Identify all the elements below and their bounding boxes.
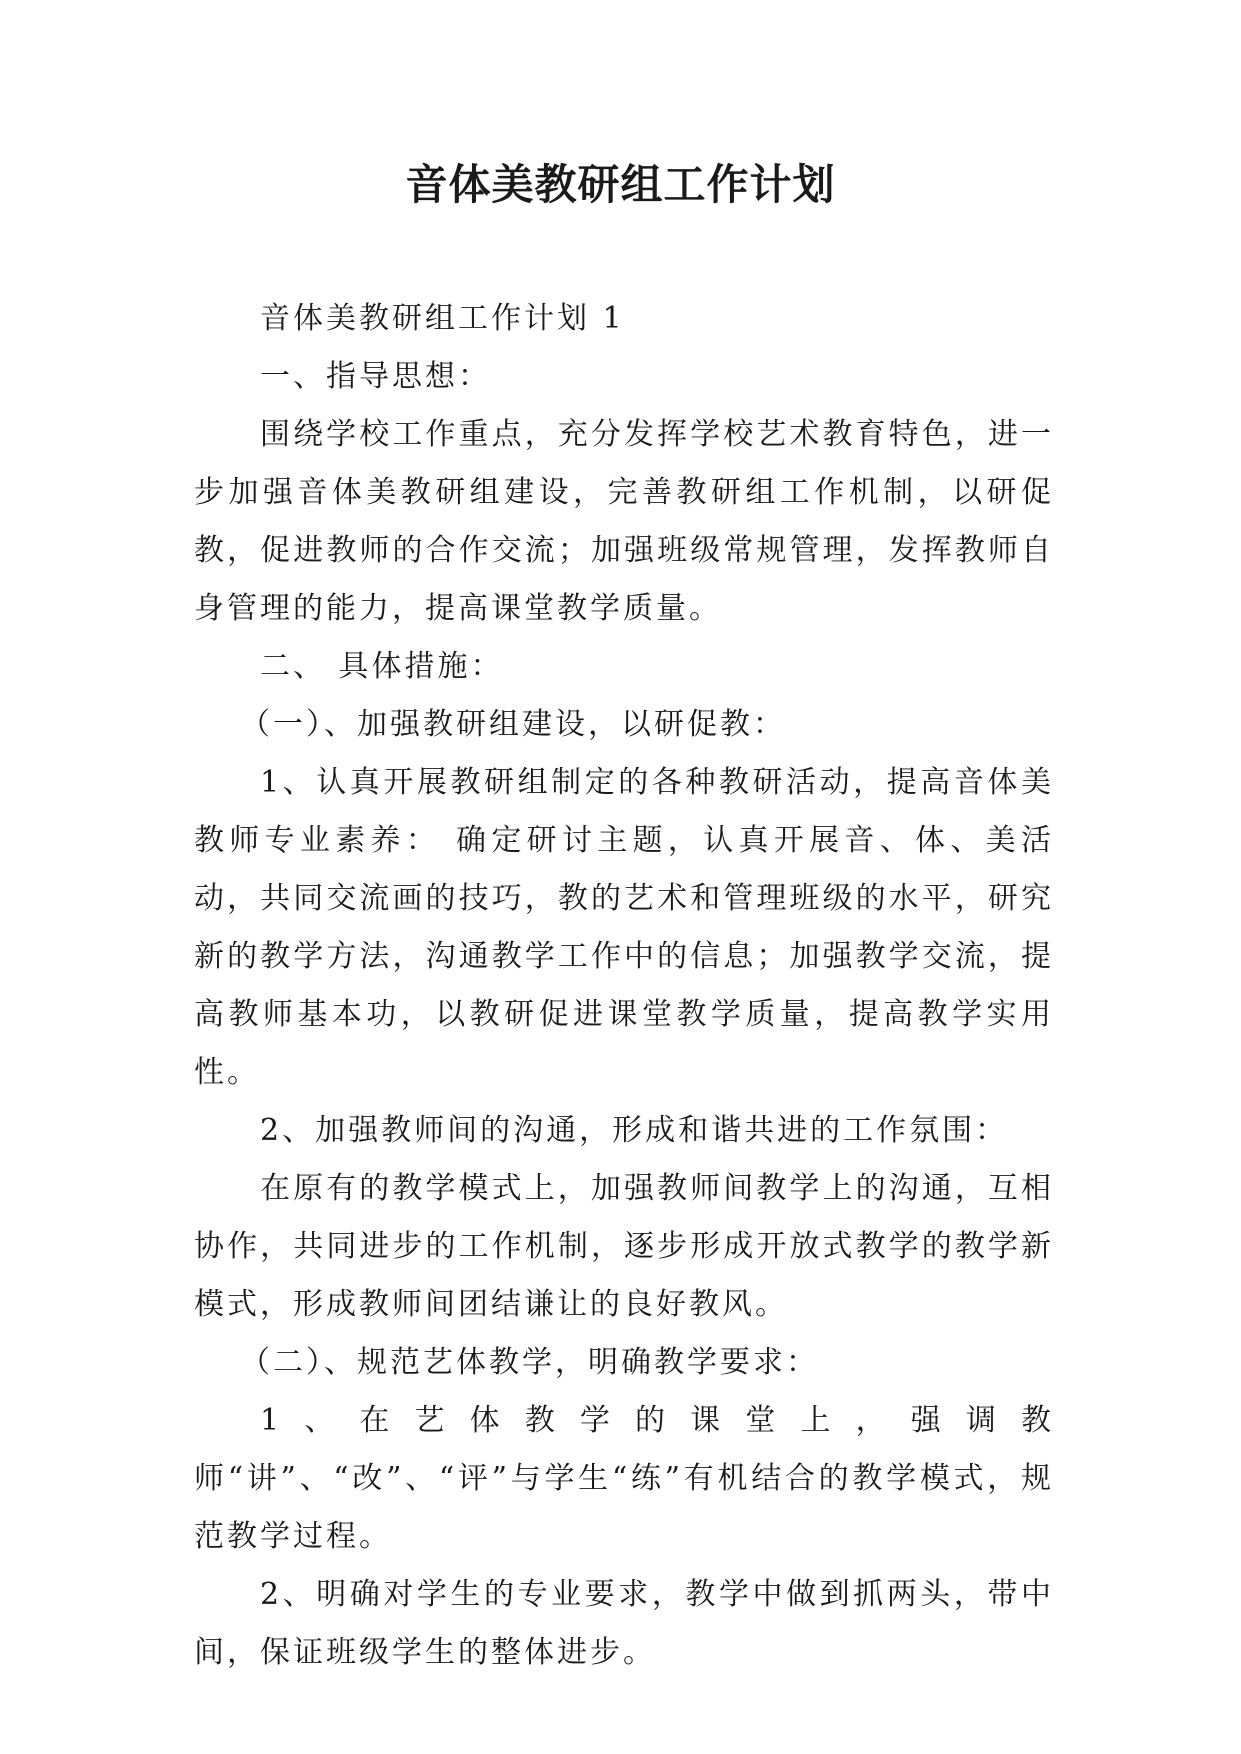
section-heading: 音体美教研组工作计划 1 [260, 301, 625, 336]
paragraph: 在原有的教学模式上，加强教师间教学上的沟通，互相协作，共同进步的工作机制，逐步形成开放式教学的教学新模式，形成教师间团结谦让的良好教风。 [194, 1171, 1054, 1322]
section-heading: 一、指导思想： [260, 359, 491, 394]
page-title: 音体美教研组工作计划 [405, 160, 836, 209]
paragraph: 2、明确对学生的专业要求，教学中做到抓两头，带中间，保证班级学生的整体进步。 [194, 1577, 1054, 1670]
paragraph: 1、在艺体教学的课堂上，强调教师“讲”、“改”、“评”与学生“练”有机结合的教学模式，规范教学过程。 [194, 1403, 1054, 1554]
subsection-heading: （一）、加强教研组建设，以研促教： [240, 707, 786, 742]
document-body [194, 290, 1054, 1682]
subsection-heading: 2、加强教师间的沟通，形成和谐共进的工作氛围： [260, 1113, 1009, 1148]
subsection-heading: （二）、规范艺体教学，明确教学要求： [240, 1345, 819, 1380]
paragraph: 1、认真开展教研组制定的各种教研活动，提高音体美教师专业素养： 确定研讨主题，认真开展音、体、美活动，共同交流画的技巧，教的艺术和管理班级的水平，研究新的教学方法，沟通教学工作中的信息；加强教学交流，提高教师基本功，以教研促进课堂教学质量，提高教学实用性。 [194, 765, 1054, 1090]
paragraph: 围绕学校工作重点，充分发挥学校艺术教育特色，进一步加强音体美教研组建设，完善教研组工作机制，以研促教，促进教师的合作交流；加强班级常规管理，发挥教师自身管理的能力，提高课堂教学质量。 [194, 417, 1054, 626]
section-heading: 二、 具体措施： [260, 649, 504, 684]
